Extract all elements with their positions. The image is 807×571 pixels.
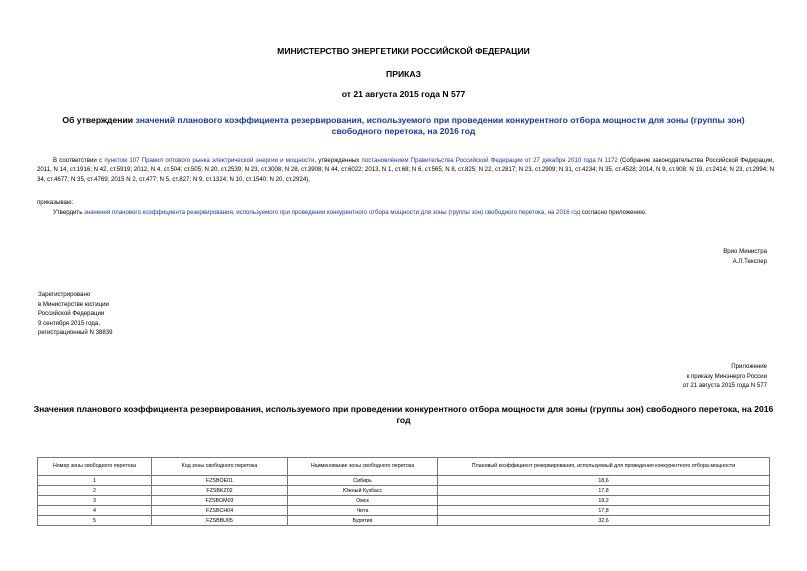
zone-number-cell: 1 — [38, 476, 152, 486]
zone-number-cell: 2 — [38, 486, 152, 496]
coefficient-cell: 32,6 — [438, 516, 770, 526]
decree-link[interactable]: постановлением Правительства Российской Федерации от 27 декабря 2010 года N 1172 — [361, 157, 618, 164]
column-header: Номер зоны свободного перетока — [38, 458, 152, 476]
rules-link[interactable]: пунктом 107 Правил оптового рынка электрической энергии и мощности — [104, 157, 315, 164]
zone-name-cell: Южный Кузбасс — [288, 486, 438, 496]
zone-number-cell: 5 — [38, 516, 152, 526]
appendix-line: Приложение — [731, 363, 767, 370]
title-prefix: Об утверждении — [62, 115, 136, 125]
zone-code-cell: FZSBCH04 — [152, 506, 288, 516]
coefficient-cell: 17,8 — [438, 486, 770, 496]
registration-line: регистрационный N 38839 — [38, 329, 113, 337]
preamble-text-a: В соответствии с — [53, 157, 105, 164]
signature-name: А.Л.Текслер — [732, 257, 767, 265]
table-title: Значения планового коэффициента резервирования, используемого при проведении конкурентного отбора мощности для зоны (группы зон) свободного перетока, на 2016 год — [33, 404, 774, 425]
table-row — [38, 486, 770, 496]
zone-code-cell: FZSBOE01 — [152, 476, 288, 486]
registration-line: Российской Федерации — [38, 310, 105, 318]
signature-position: Врио Министра — [723, 248, 767, 255]
order-text-b: согласно приложению. — [580, 209, 647, 216]
document-title — [40, 115, 767, 137]
zone-code-cell: FZSBOM03 — [152, 496, 288, 506]
zone-number-cell: 3 — [38, 496, 152, 506]
coefficients-table — [37, 457, 770, 526]
appendix-block — [683, 362, 767, 391]
coefficient-cell: 17,8 — [438, 506, 770, 516]
preamble-text-b: , утвержденных — [314, 157, 362, 164]
zone-code-cell: FZSBBU05 — [152, 516, 288, 526]
values-link[interactable]: значения планового коэффициента резервирования, используемого при проведении конкурентного отбора мощности для зоны (группы зон) свободного перетока, на 2016 год — [84, 209, 581, 216]
registration-block — [38, 290, 113, 338]
appendix-line: от 21 августа 2015 года N 577 — [682, 382, 767, 389]
zone-name-cell: Бурятия — [288, 516, 438, 526]
table-row — [38, 496, 770, 506]
zone-name-cell: Чита — [288, 506, 438, 516]
ministry-heading: МИНИСТЕРСТВО ЭНЕРГЕТИКИ РОССИЙСКОЙ ФЕДЕРАЦИИ — [277, 46, 530, 56]
column-header: Плановый коэффициент резервирования, используемый для проведения конкурентного отбора мощности — [438, 458, 770, 476]
signature-block — [723, 247, 767, 266]
preamble-text-c: (Собрание законодательства Российской Федерации, 2011, N 14, ст.1916; N 42, ст.5919; 2012, N 4, ст.504; ст.505; N 20, ст.2539; N 23, ст.3008; N 28, ст.3908; N 44, ст.6022; 2013, N 1, ст.68; N 6, ст.565; N 8, ст.825; N 22, ст.2817; N 23, ст.2909; N 31, ст.4234; N 35, ст.4528; 2014, N 9, ст.908; N 19, ст.2414; N 23, ст.2994; N 34, ст.4677; N 35, ст.4769; 2015 N 2, ст.477; N 5, ст.827; N 9, ст.1324; N 10, ст.1540; N 20, ст.2924), — [37, 157, 774, 183]
title-link[interactable]: значений планового коэффициента резервирования, используемого при проведении конкурентного отбора мощности для зоны (группы зон) свободного перетока, на 2016 год — [135, 115, 745, 136]
zone-number-cell: 4 — [38, 506, 152, 516]
registration-line: в Министерстве юстиции — [38, 300, 109, 308]
table-row — [38, 516, 770, 526]
order-paragraph — [37, 208, 774, 217]
table-row — [38, 476, 770, 486]
column-header: Наименование зоны свободного перетока — [288, 458, 438, 476]
zone-name-cell: Сибирь — [288, 476, 438, 486]
document-type: ПРИКАЗ — [386, 69, 421, 79]
order-word: приказываю: — [37, 199, 74, 206]
registration-line: 9 сентября 2015 года, — [38, 319, 101, 327]
registration-line: Зарегистрировано — [38, 291, 91, 298]
coefficient-cell: 19,2 — [438, 496, 770, 506]
coefficient-cell: 18,6 — [438, 476, 770, 486]
appendix-line: к приказу Минэнерго России — [686, 372, 767, 380]
document-date: от 21 августа 2015 года N 577 — [341, 89, 466, 99]
order-text-a: Утвердить — [53, 209, 85, 216]
zone-code-cell: FZSBKZ02 — [152, 486, 288, 496]
column-header: Код зоны свободного перетока — [152, 458, 288, 476]
table-header-row — [38, 458, 770, 476]
table-row — [38, 506, 770, 516]
preamble-paragraph — [37, 156, 774, 184]
zone-name-cell: Омск — [288, 496, 438, 506]
